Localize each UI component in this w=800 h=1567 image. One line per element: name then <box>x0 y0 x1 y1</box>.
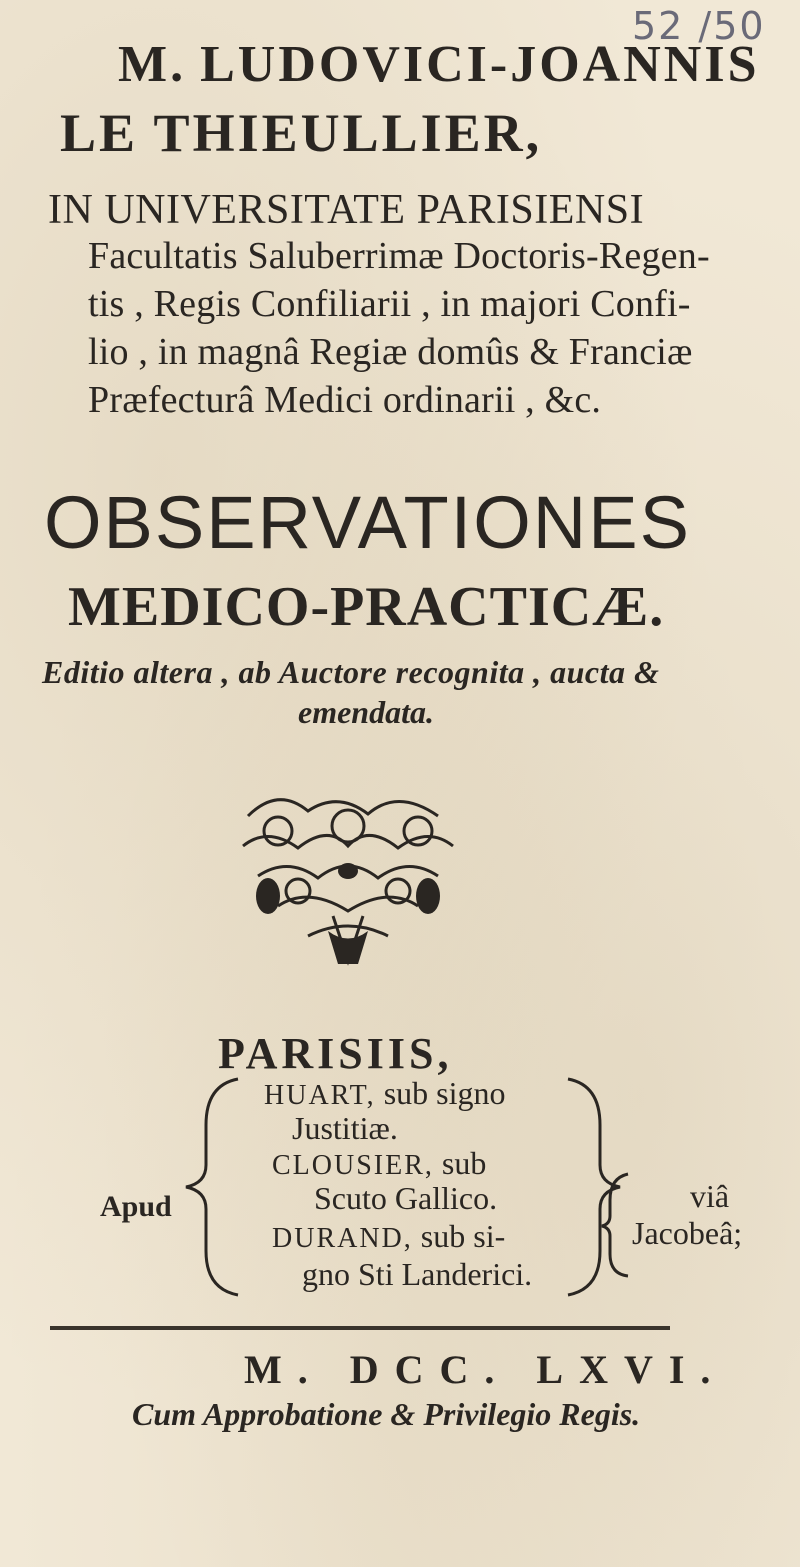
imprint-apud: Apud <box>100 1190 172 1223</box>
affiliation-line: Præfecturâ Medici ordinarii , &c. <box>88 379 602 421</box>
affiliation-line: tis , Regis Confiliarii , in majori Confi- <box>88 283 691 325</box>
author-abbrev: M. <box>118 36 187 93</box>
printer1-rest: sub signo <box>383 1075 506 1111</box>
affiliation-line: Facultatis Saluberrimæ Doctoris-Regen- <box>88 235 710 277</box>
imprint-printer1 <box>264 1075 505 1112</box>
divider-rule <box>50 1326 670 1330</box>
edition-statement: Editio altera , ab Auctore recognita , aucta & <box>42 654 660 690</box>
shelfmark-annotation: 52 /50 <box>632 4 766 48</box>
subtitle: MEDICO-PRACTICÆ. <box>68 576 665 638</box>
author-name-line2: LE THIEULLIER, <box>60 103 543 163</box>
printer1-name: HUART, <box>264 1080 376 1111</box>
affiliation-line: lio , in magnâ Regiæ domûs & Franciæ <box>88 331 693 373</box>
imprint-via: viâ <box>690 1178 730 1214</box>
imprint-printer1-cont: Justitiæ. <box>292 1110 398 1146</box>
imprint-printer2 <box>272 1145 486 1182</box>
privilege-statement: Cum Approbatione & Privilegio Regis. <box>132 1396 641 1432</box>
printer2-rest: sub <box>441 1145 487 1181</box>
printer2-name: CLOUSIER, <box>272 1150 434 1181</box>
printer3-rest: sub si- <box>420 1218 506 1254</box>
printers-ornament-icon <box>238 786 458 966</box>
imprint-printer3-cont: gno Sti Landerici. <box>302 1256 533 1292</box>
imprint-city: PARISIIS, <box>218 1029 453 1078</box>
edition-statement-cont: emendata. <box>298 694 434 730</box>
author-name-line1 <box>118 35 760 94</box>
imprint-printer2-cont: Scuto Gallico. <box>314 1180 498 1216</box>
affiliation-university: IN UNIVERSITATE PARISIENSI <box>48 187 645 233</box>
imprint-year: M. DCC. LXVI. <box>244 1347 727 1392</box>
main-title: OBSERVATIONES <box>44 481 691 564</box>
imprint-printer3 <box>272 1218 505 1255</box>
printer3-name: DURAND, <box>272 1223 413 1254</box>
via-brace-icon <box>600 1170 630 1280</box>
left-brace-icon <box>178 1075 248 1300</box>
author-name: LUDOVICI-JOANNIS <box>200 36 760 93</box>
imprint-street: Jacobeâ; <box>632 1215 743 1251</box>
